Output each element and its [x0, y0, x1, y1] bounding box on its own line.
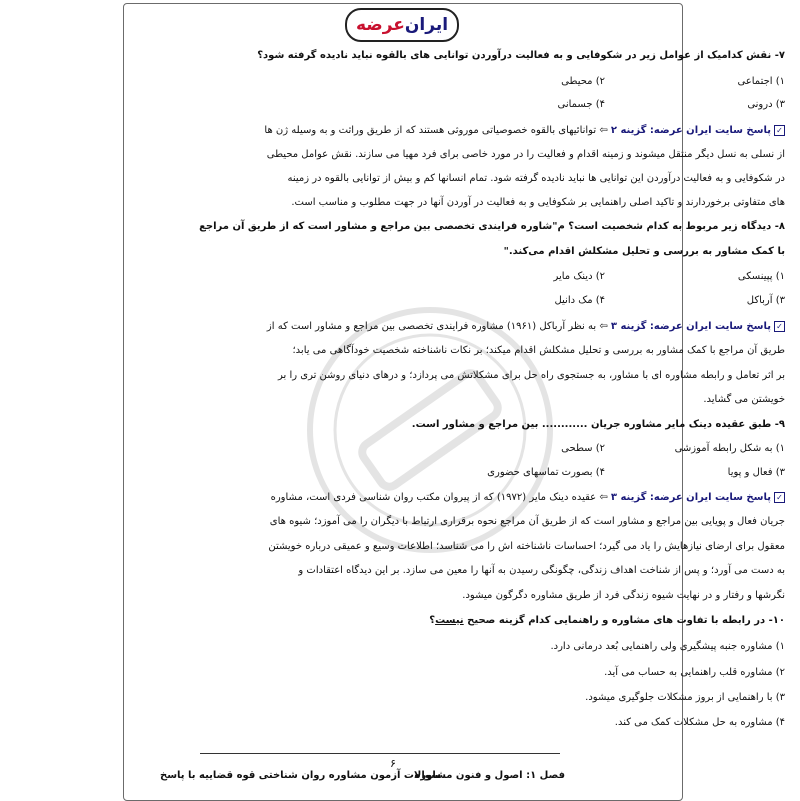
q7-option-4: ۴) جسمانی: [557, 99, 605, 110]
footer-divider: [200, 753, 560, 754]
q9-question: ۹- طبق عقیده دینک مایر مشاوره جریان ............ بین مراجع و مشاور است.: [411, 419, 785, 430]
q8-option-1: ۱) پپینسکی: [737, 271, 785, 282]
q9-answer-line-3: معقول برای ارضای نیازهایش را یاد می گیرد؛ احساسات ناشناخته اش را می شناسد؛ اطلاعات وسیع و عمیقی درباره خویشتن: [268, 541, 785, 552]
q8-option-3: ۳) آرباکل: [746, 295, 785, 306]
arrow-icon: ⇦: [599, 321, 608, 332]
q7-answer-line-2: از نسلی به نسل دیگر منتقل میشوند و زمینه اقدام و فعالیت را در مورد خاصی برای فرد مهیا می سازند. نقش عوامل محیطی: [266, 149, 785, 160]
check-icon: ✓: [774, 321, 785, 332]
q7-answer-text: توانائیهای بالقوه خصوصیاتی موروثی هستند که از طریق وراثت و به وسیله ژن ها: [264, 125, 597, 136]
q9-answer-line-5: نگرشها و رفتار و در نهایت شیوه زندگی فرد از طریق مشاوره دگرگون میشود.: [462, 590, 785, 601]
q7-answer-line-4: های متفاوتی برخوردارند و تاکید اصلی راهنمایی بر شکوفایی و به فعالیت در آوردن آنها در جهت مطلوب و مناسب است.: [291, 197, 785, 208]
q8-answer-line-1: [200, 320, 785, 334]
q7-question: ۷- نقش کدامیک از عوامل زیر در شکوفایی و به فعالیت درآوردن توانایی های بالقوه نباید نادیده گرفته شود؟: [257, 50, 785, 61]
q9-answer-head: پاسخ سایت ایران عرضه: گزینه ۳: [610, 492, 771, 503]
q8-option-4: ۴) مک دانیل: [554, 295, 605, 306]
q10-question-negation: نیست: [435, 615, 464, 626]
q8-answer-head: پاسخ سایت ایران عرضه: گزینه ۳: [610, 321, 771, 332]
q8-answer-line-3: بر اثر تعامل و رابطه مشاوره ای با مشاور، به جستجوی راه حل برای مشکلاتش می پردازد؛ و درهای دنیای روشن تری را بر: [277, 370, 785, 381]
q10-question: [200, 614, 785, 628]
q9-option-3: ۳) فعال و پویا: [727, 467, 785, 478]
q8-question-line-1: ۸- دیدگاه زیر مربوط به کدام شخصیت است؟ م"شاوره فرایندی تخصصی بین مراجع و مشاور است که از طریق آن مراجع: [199, 221, 785, 232]
q9-answer-line-4: به دست می آورد؛ و پس از شناخت اهداف زندگی، چگونگی رسیدن به آنها را معین می سازد. بر این دیدگاه اعتقادات و: [298, 565, 785, 576]
q7-option-2: ۲) محیطی: [561, 76, 605, 87]
q9-answer-text: عقیده دینک مایر (۱۹۷۲) که از پیروان مکتب روان شناسی فردی است، مشاوره: [270, 492, 597, 503]
content-area: [200, 0, 785, 800]
q10-option-1: ۱) مشاوره جنبه پیشگیری ولی راهنمایی بُعد درمانی دارد.: [550, 641, 785, 652]
footer-book-title: سوالات آزمون مشاوره روان شناختی قوه قضاییه با پاسخ: [160, 770, 441, 781]
q9-answer-line-1: [200, 491, 785, 505]
arrow-icon: ⇦: [599, 492, 608, 503]
q7-answer-head: پاسخ سایت ایران عرضه: گزینه ۲: [610, 125, 771, 136]
logo-part2: عرضه: [355, 15, 405, 35]
check-icon: ✓: [774, 492, 785, 503]
q9-answer-line-2: جریان فعال و پویایی بین مراجع و مشاور است که از طریق آن مراجع نحوه برقراری ارتباط با دیگران را می آموزد؛ شیوه های: [269, 516, 785, 527]
q10-question-text: ۱۰- در رابطه با تفاوت های مشاوره و راهنمایی کدام گزینه صحیح: [467, 615, 785, 626]
logo-part1: ایران: [404, 15, 449, 35]
q8-option-2: ۲) دینک مایر: [553, 271, 605, 282]
arrow-icon: ⇦: [599, 125, 608, 136]
q8-answer-text: به نظر آرباکل (۱۹۶۱) مشاوره فرایندی تخصصی بین مراجع و مشاور است که از: [266, 321, 597, 332]
q7-answer-line-1: [200, 124, 785, 138]
q10-option-3: ۳) با راهنمایی از بروز مشکلات جلوگیری میشود.: [585, 692, 785, 703]
q9-option-1: ۱) به شکل رابطه آموزشی: [674, 443, 785, 454]
q7-option-1: ۱) اجتماعی: [737, 76, 785, 87]
q8-question-line-2: با کمک مشاور به بررسی و تحلیل مشکلش اقدام می‌کند.": [503, 246, 785, 257]
q8-answer-line-2: طریق آن مراجع با کمک مشاور به بررسی و تحلیل مشکلش اقدام میکند؛ بر نکات ناشناخته شخصیت خودآگاهی می یابد؛: [292, 345, 785, 356]
page-number: ۶: [390, 757, 396, 770]
check-icon: ✓: [774, 125, 785, 136]
q7-answer-line-3: در شکوفایی و به فعالیت درآوردن این توانایی ها نباید نادیده گرفته شود. تمام انسانها کم و بیش از توانایی بالقوه در زمینه: [287, 173, 785, 184]
q7-option-3: ۳) درونی: [747, 99, 785, 110]
q10-question-mark: ؟: [429, 615, 436, 626]
q9-option-2: ۲) سطحی: [561, 443, 605, 454]
q10-option-4: ۴) مشاوره به حل مشکلات کمک می کند.: [614, 717, 785, 728]
q10-option-2: ۲) مشاوره قلب راهنمایی به حساب می آید.: [604, 667, 785, 678]
footer-chapter: فصل ۱: اصول و فنون مشاوره: [414, 770, 565, 781]
q9-option-4: ۴) بصورت تماسهای حضوری: [487, 467, 605, 478]
q8-answer-line-4: خویشتن می گشاید.: [703, 394, 785, 405]
